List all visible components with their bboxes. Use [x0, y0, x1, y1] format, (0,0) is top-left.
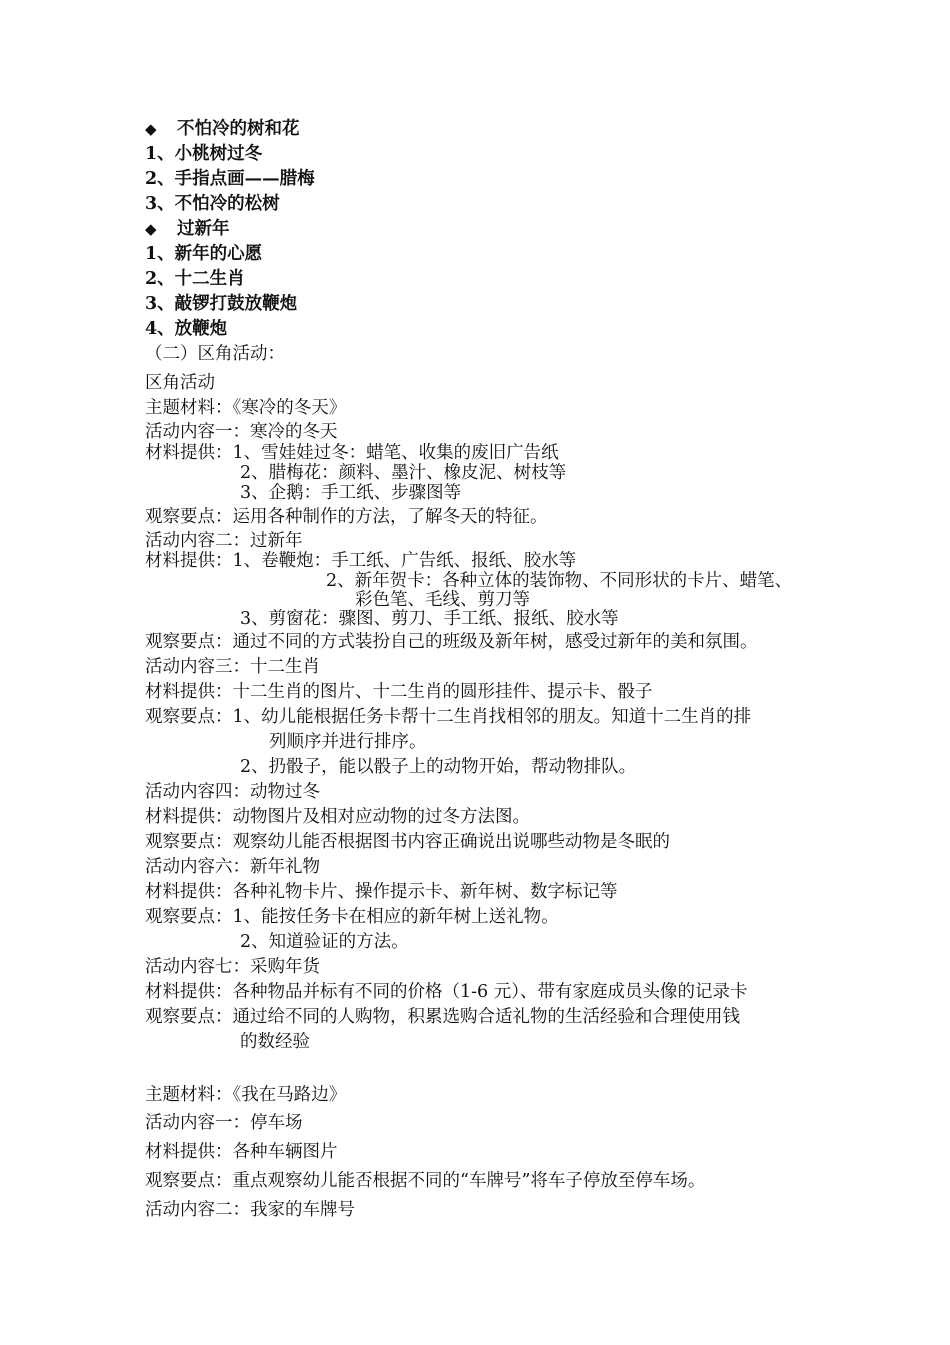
observe-line: 观察要点：通过不同的方式装扮自己的班级及新年树，感受过新年的美和氛围。 — [145, 632, 758, 652]
observe-line: 观察要点：观察幼儿能否根据图书内容正确说出说哪些动物是冬眠的 — [145, 832, 670, 852]
activity-title: 活动内容四：动物过冬 — [145, 782, 320, 802]
materials-line: 2、新年贺卡：各种立体的装饰物、不同形状的卡片、蜡笔、 — [326, 571, 793, 591]
observe-line: 观察要点：通过给不同的人购物，积累选购合适礼物的生活经验和合理使用钱 — [145, 1007, 740, 1027]
section-header-newyear: ◆ 过新年 — [145, 219, 230, 239]
activity-title: 活动内容三：十二生肖 — [145, 657, 320, 677]
activity-title: 活动内容一：寒冷的冬天 — [145, 422, 338, 442]
materials-line: 3、剪窗花：骤图、剪刀、手工纸、报纸、胶水等 — [240, 609, 619, 629]
activity-title: 活动内容二：我家的车牌号 — [145, 1200, 355, 1220]
materials-line: 材料提供：1、卷鞭炮：手工纸、广告纸、报纸、胶水等 — [145, 551, 577, 571]
materials-line: 材料提供：各种车辆图片 — [145, 1142, 338, 1162]
list-item: 1、小桃树过冬 — [145, 144, 263, 164]
materials-line: 彩色笔、毛线、剪刀等 — [355, 590, 530, 610]
list-item: 1、新年的心愿 — [145, 244, 263, 264]
materials-line: 材料提供：各种礼物卡片、操作提示卡、新年树、数字标记等 — [145, 882, 618, 902]
list-item: 3、敲锣打鼓放鞭炮 — [145, 294, 298, 314]
materials-line: 材料提供：1、雪娃娃过冬：蜡笔、收集的废旧广告纸 — [145, 443, 559, 463]
area-title: 区角活动 — [145, 373, 215, 393]
list-item: 3、不怕冷的松树 — [145, 194, 280, 214]
materials-line: 材料提供：动物图片及相对应动物的过冬方法图。 — [145, 807, 530, 827]
section-header-trees: ◆ 不怕冷的树和花 — [145, 119, 300, 139]
activity-title: 活动内容七：采购年货 — [145, 957, 320, 977]
activity-title: 活动内容二：过新年 — [145, 531, 303, 551]
materials-line: 材料提供：各种物品并标有不同的价格（1-6 元）、带有家庭成员头像的记录卡 — [145, 982, 748, 1002]
observe-line: 观察要点：重点观察幼儿能否根据不同的“车牌号”将车子停放至停车场。 — [145, 1171, 706, 1191]
observe-line: 观察要点：1、幼儿能根据任务卡帮十二生肖找相邻的朋友。知道十二生肖的排 — [145, 707, 752, 727]
area-heading: （二）区角活动： — [145, 344, 285, 364]
activity-title: 活动内容一：停车场 — [145, 1113, 303, 1133]
observe-line: 列顺序并进行排序。 — [269, 732, 427, 752]
observe-line: 观察要点：1、能按任务卡在相应的新年树上送礼物。 — [145, 907, 559, 927]
observe-line: 的数经验 — [240, 1032, 310, 1052]
observe-line: 观察要点：运用各种制作的方法，了解冬天的特征。 — [145, 507, 548, 527]
diamond-bullet-icon: ◆ — [145, 220, 157, 238]
list-item: 4、放鞭炮 — [145, 319, 228, 339]
theme-title: 主题材料：《我在马路边》 — [145, 1085, 347, 1105]
theme-title: 主题材料：《寒冷的冬天》 — [145, 398, 347, 418]
activity-title: 活动内容六：新年礼物 — [145, 857, 320, 877]
materials-line: 材料提供：十二生肖的图片、十二生肖的圆形挂件、提示卡、骰子 — [145, 682, 653, 702]
list-item: 2、十二生肖 — [145, 269, 245, 289]
observe-line: 2、知道验证的方法。 — [240, 932, 409, 952]
materials-line: 2、腊梅花：颜料、墨汁、橡皮泥、树枝等 — [240, 463, 567, 483]
diamond-bullet-icon: ◆ — [145, 120, 157, 138]
list-item: 2、手指点画——腊梅 — [145, 169, 315, 189]
materials-line: 3、企鹅：手工纸、步骤图等 — [240, 483, 462, 503]
observe-line: 2、扔骰子，能以骰子上的动物开始，帮动物排队。 — [240, 757, 637, 777]
